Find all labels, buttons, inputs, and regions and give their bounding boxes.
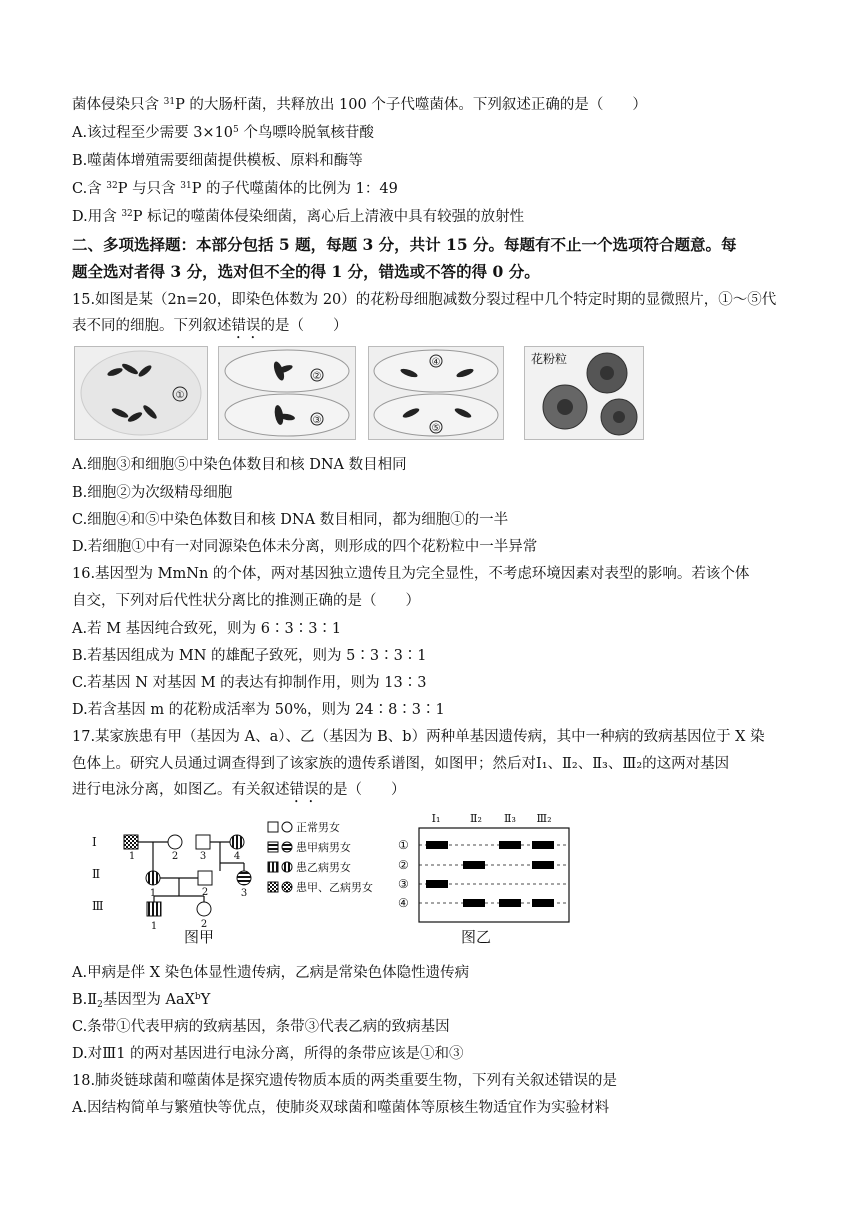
q15-option-b: B.细胞②为次级精母细胞 (72, 485, 233, 501)
legend-both: 患甲、乙病男女 (296, 881, 373, 894)
electrophoresis-figure (366, 808, 586, 948)
cell-label-5: ⑤ (431, 423, 441, 434)
section-heading-line1: 二、多项选择题：本部分包括 5 题，每题 3 分，共计 15 分。每题有不止一个选项符合题意。每 (72, 235, 737, 254)
q16-option-d: D.若含基因 m 的花粉成活率为 50%，则为 24∶8∶3∶1 (72, 702, 445, 718)
svg-text:2: 2 (200, 919, 208, 930)
q15-option-d: D.若细胞①中有一对同源染色体未分离，则形成的四个花粉粒中一半异常 (72, 539, 538, 555)
II-1 (146, 871, 160, 885)
q17-stem-line2: 色体上。研究人员通过调查得到了该家族的遗传系谱图，如图甲；然后对Ⅰ₁、Ⅱ₂、Ⅱ₃、Ⅲ₂的这两对基因 (72, 756, 730, 772)
band-1-lane-1 (426, 841, 448, 849)
band-1-lane-4 (532, 841, 554, 849)
q14-option-a: A.该过程至少需要 $3\times 10^5$ 个鸟嘌呤脱氧核苷酸 (72, 125, 374, 141)
svg-text:4: 4 (233, 851, 241, 862)
III-2 (197, 902, 211, 916)
svg-text:3: 3 (199, 851, 207, 862)
band-4-lane-3 (499, 899, 521, 907)
q14-option-b: B.噬菌体增殖需要细菌提供模板、原料和酶等 (72, 153, 363, 169)
q16-option-c: C.若基因 N 对基因 M 的表达有抑制作用，则为 13∶3 (72, 675, 427, 691)
svg-text:1: 1 (128, 851, 136, 862)
svg-text:Ⅲ₂: Ⅲ₂ (536, 812, 552, 825)
gen-label-III: Ⅲ (92, 899, 104, 913)
II-2 (198, 871, 212, 885)
svg-text:2: 2 (171, 851, 179, 862)
q18-option-a: A.因结构简单与繁殖快等优点，使肺炎双球菌和噬菌体等原核生物适宜作为实验材料 (72, 1100, 610, 1116)
svg-text:②: ② (398, 858, 409, 872)
legend-disease-a: 患甲病男女 (296, 841, 351, 854)
band-2-lane-2 (463, 861, 485, 869)
q14-stem: 菌体侵染只含 $^{31}$P 的大肠杆菌，共释放出 100 个子代噬菌体。下列叙述正确的是（ ） (72, 97, 647, 113)
svg-text:③: ③ (398, 877, 409, 891)
band-1-lane-3 (499, 841, 521, 849)
band-4-lane-4 (532, 899, 554, 907)
svg-text:3: 3 (240, 888, 248, 899)
svg-text:④: ④ (398, 896, 409, 910)
emphasis-wrong: 错误 (289, 782, 319, 798)
I-3 (196, 835, 210, 849)
svg-text:Ⅱ₂: Ⅱ₂ (470, 812, 482, 825)
gen-label-I: Ⅰ (92, 835, 97, 849)
figure-caption-yi: 图乙 (460, 928, 492, 946)
q17-stem-line3: 进行电泳分离，如图乙。有关叙述错误的是（ ） (72, 782, 406, 798)
svg-text:Ⅰ₁: Ⅰ₁ (431, 812, 441, 825)
I-2 (168, 835, 182, 849)
cell-label-2: ② (312, 371, 322, 382)
q16-stem-line1: 16.基因型为 MmNn 的个体，两对基因独立遗传且为完全显性，不考虑环境因素对表型的影响。若该个体 (72, 566, 750, 582)
micrograph-cells-4-5 (368, 346, 504, 440)
micrograph-cell-1 (74, 346, 208, 440)
q18-stem: 18.肺炎链球菌和噬菌体是探究遗传物质本质的两类重要生物，下列有关叙述错误的是 (72, 1073, 618, 1089)
svg-text:1: 1 (149, 888, 157, 899)
legend-disease-b: 患乙病男女 (296, 861, 351, 874)
pollen-label: 花粉粒 (531, 352, 568, 366)
section-heading-line2: 题全选对者得 3 分，选对但不全的得 1 分，错选或不答的得 0 分。 (72, 262, 540, 281)
q15-stem-line1: 15.如图是某（2n=20，即染色体数为 20）的花粉母细胞减数分裂过程中几个特定时期的显微照片，①～⑤代 (72, 292, 777, 308)
gen-label-II: Ⅱ (92, 867, 101, 881)
q17-option-d: D.对Ⅲ1 的两对基因进行电泳分离，所得的条带应该是①和③ (72, 1046, 464, 1062)
svg-text:①: ① (398, 838, 409, 852)
I-4 (230, 835, 244, 849)
q16-option-b: B.若基因组成为 MN 的雄配子致死，则为 5∶3∶3∶1 (72, 648, 427, 664)
svg-text:Ⅱ₃: Ⅱ₃ (504, 812, 516, 825)
svg-text:1: 1 (150, 921, 158, 932)
q17-stem-line1: 17.某家族患有甲（基因为 A、a）、乙（基因为 B、b）两种单基因遗传病，其中一种病的致病基因位于 X 染 (72, 729, 765, 745)
q16-option-a: A.若 M 基因纯合致死，则为 6∶3∶3∶1 (72, 621, 342, 637)
legend-normal: 正常男女 (296, 821, 340, 834)
emphasis-wrong: 错误 (231, 318, 261, 334)
band-3-lane-1 (426, 880, 448, 888)
q17-option-b: $B.Ⅱ_2$基因型为 AaX$^b$Y (72, 992, 211, 1010)
II-3 (237, 871, 251, 885)
svg-text:2: 2 (201, 887, 209, 898)
micrograph-pollen (524, 346, 644, 440)
q17-option-a: A.甲病是伴 X 染色体显性遗传病，乙病是常染色体隐性遗传病 (72, 965, 470, 981)
pedigree-figure (84, 808, 414, 948)
q14-option-c: C.含 $^{32}$P 与只含 $^{31}$P 的子代噬菌体的比例为 1：49 (72, 181, 398, 197)
band-4-lane-2 (463, 899, 485, 907)
cell-label-1: ① (175, 390, 185, 401)
q15-stem-line2: 表不同的细胞。下列叙述错误的是（ ） (72, 318, 348, 334)
micrograph-cells-2-3 (218, 346, 356, 440)
band-2-lane-4 (532, 861, 554, 869)
cell-label-3: ③ (312, 415, 322, 426)
figure-caption-jia: 图甲 (184, 928, 215, 946)
q16-stem-line2: 自交，下列对后代性状分离比的推测正确的是（ ） (72, 593, 420, 609)
q15-option-a: A.细胞③和细胞⑤中染色体数目和核 DNA 数目相同 (72, 457, 407, 473)
III-1 (147, 902, 161, 916)
I-1 (124, 835, 138, 849)
q14-option-d: D.用含 $^{32}$P 标记的噬菌体侵染细菌，离心后上清液中具有较强的放射性 (72, 209, 525, 225)
cell-label-4: ④ (431, 357, 441, 368)
q17-option-c: C.条带①代表甲病的致病基因，条带③代表乙病的致病基因 (72, 1019, 450, 1035)
q15-option-c: C.细胞④和⑤中染色体数目和核 DNA 数目相同，都为细胞①的一半 (72, 512, 509, 528)
